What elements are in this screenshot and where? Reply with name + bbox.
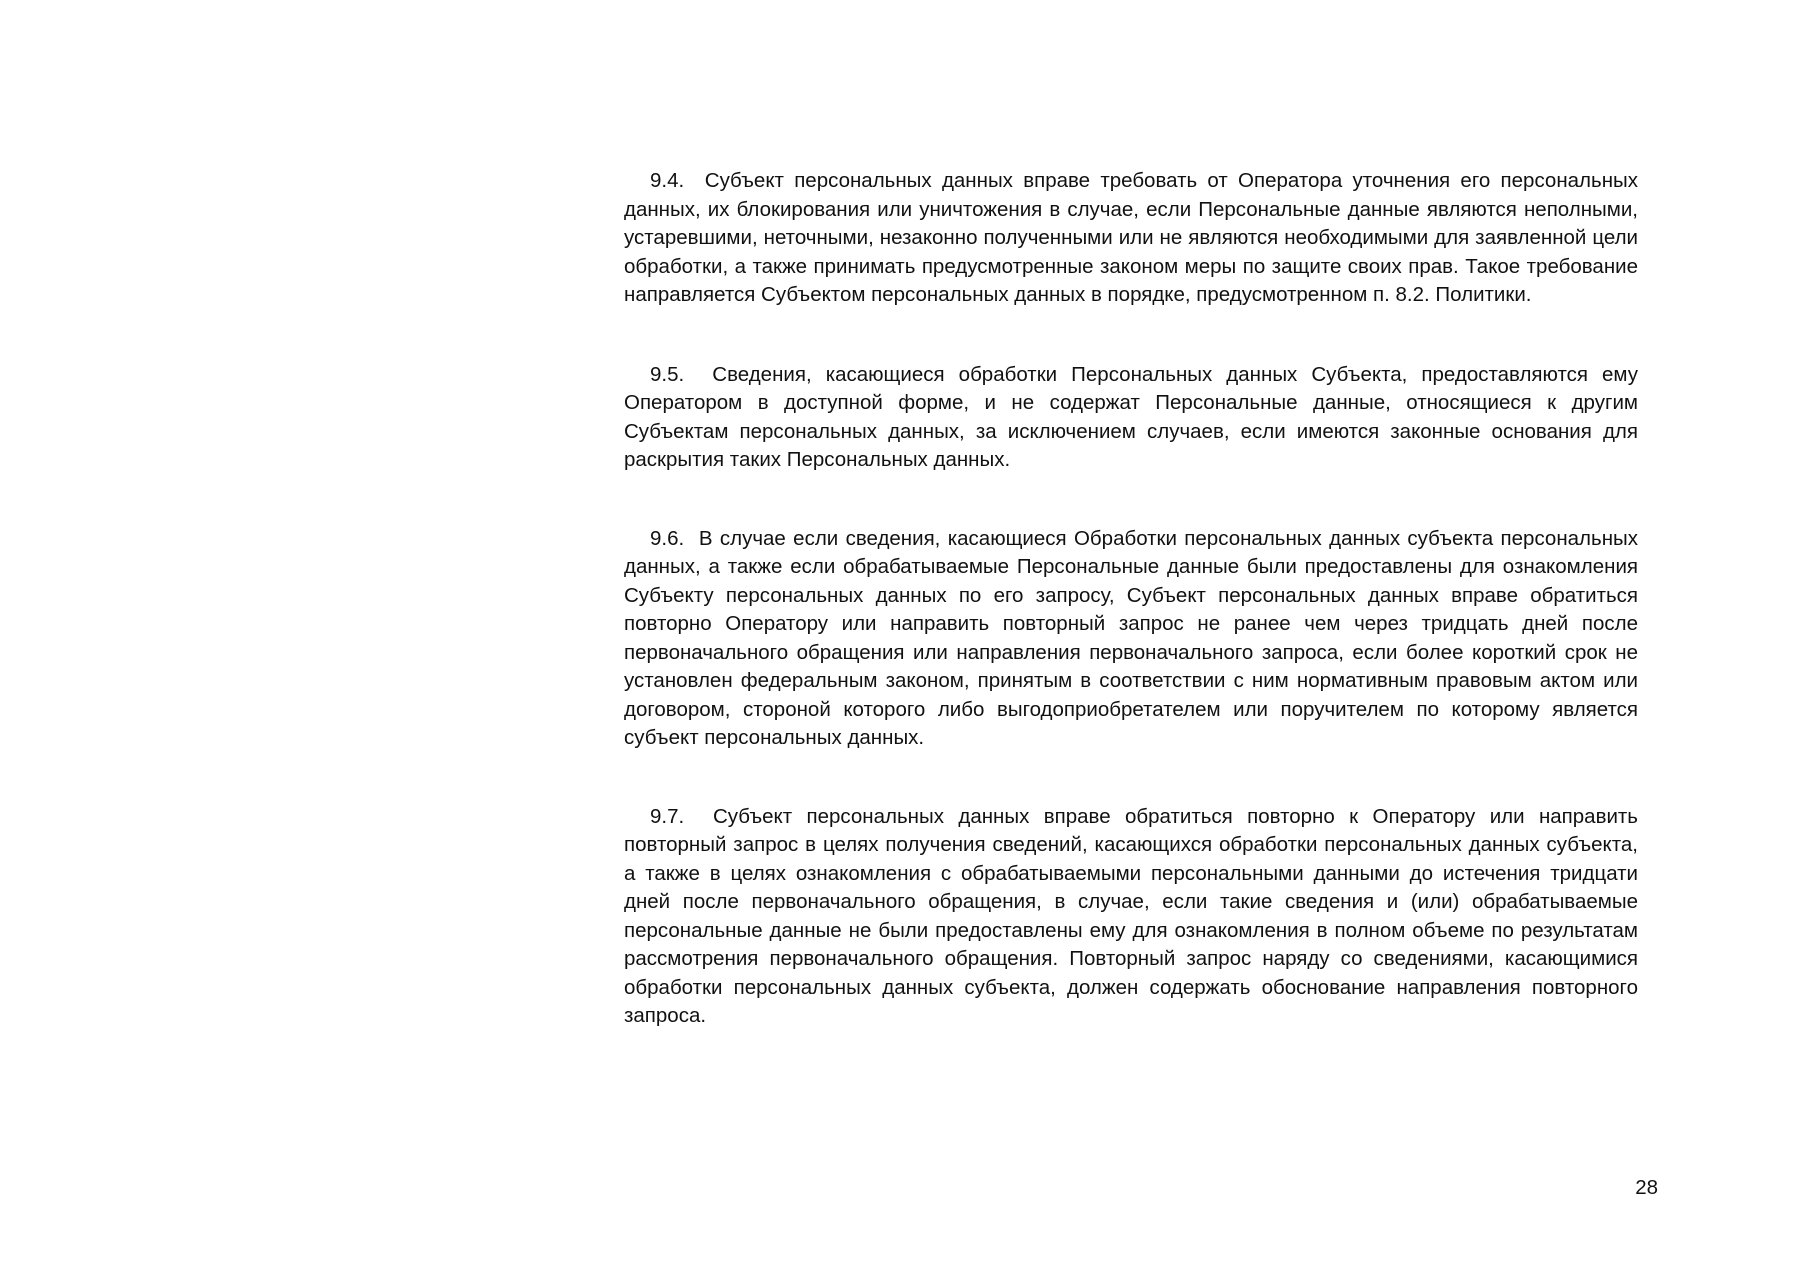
- document-body: [624, 167, 1638, 1031]
- paragraph-9-4: 9.4. Субъект персональных данных вправе требовать от Оператора уточнения его персональных данных, их блокирования или уничтожения в случае, если Персональные данные являются неполными, устаревшими, неточными, незаконно полученными или не являются необходимыми для заявленной цели обработки, а также принимать предусмотренные законом меры по защите своих прав. Такое требование направляется Субъектом персональных данных в порядке, предусмотренном п. 8.2. Политики.: [624, 169, 1638, 306]
- paragraph-9-5: 9.5. Сведения, касающиеся обработки Персональных данных Субъекта, предоставляются ему Оператором в доступной форме, и не содержат Персональные данные, относящиеся к другим Субъектам персональных данных, за исключением случаев, если имеются законные основания для раскрытия таких Персональных данных.: [624, 362, 1638, 471]
- paragraph-9-7: 9.7. Субъект персональных данных вправе обратиться повторно к Оператору или направить повторный запрос в целях получения сведений, касающихся обработки персональных данных субъекта, а также в целях ознакомления с обрабатываемыми персональными данными до истечения тридцати дней после первоначального обращения, в случае, если такие сведения и (или) обрабатываемые персональные данные не были предоставлены ему для ознакомления в полном объеме по результатам рассмотрения первоначального обращения. Повторный запрос наряду со сведениями, касающимися обработки персональных данных субъекта, должен содержать обоснование направления повторного запроса.: [624, 804, 1638, 1027]
- page-number: 28: [1635, 1176, 1658, 1199]
- paragraph-9-6: 9.6. В случае если сведения, касающиеся Обработки персональных данных субъекта персональных данных, а также если обрабатываемые Персональные данные были предоставлены для ознакомления Субъекту персональных данных по его запросу, Субъект персональных данных вправе обратиться повторно Оператору или направить повторный запрос не ранее чем через тридцать дней после первоначального обращения или направления первоначального запроса, если более короткий срок не установлен федеральным законом, принятым в соответствии с ним нормативным правовым актом или договором, стороной которого либо выгодоприобретателем или поручителем по которому является субъект персональных данных.: [624, 526, 1638, 749]
